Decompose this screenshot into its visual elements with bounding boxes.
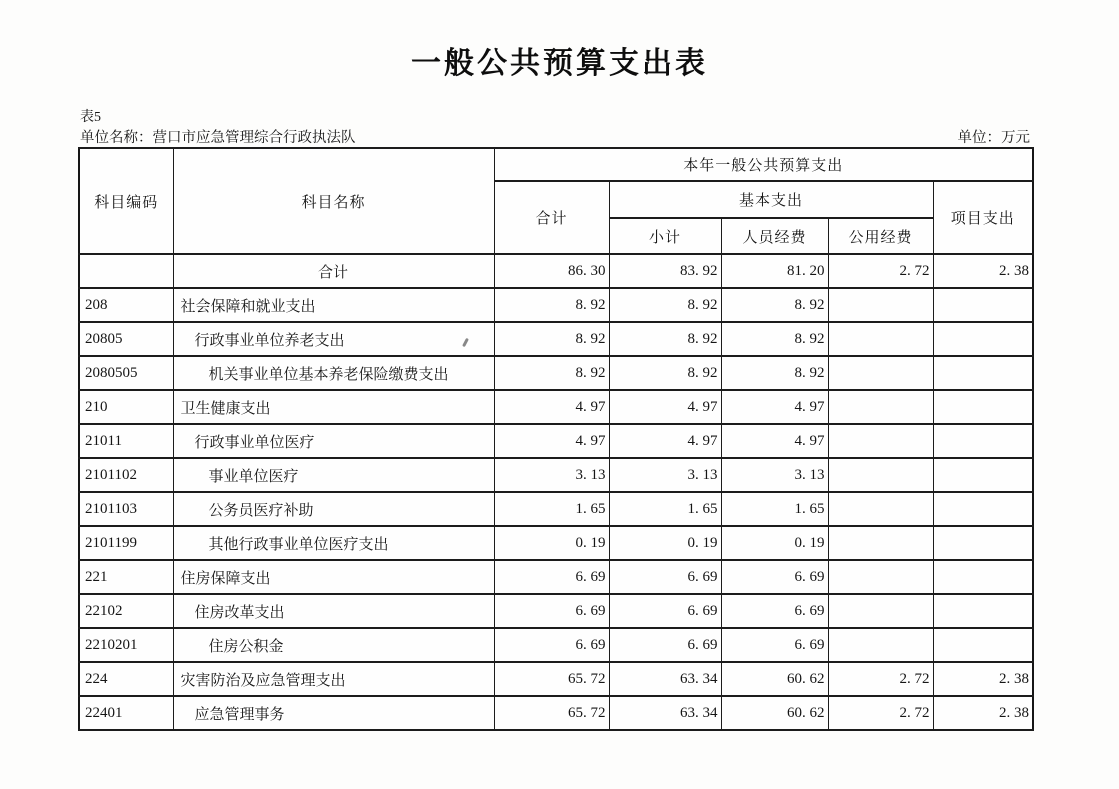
cell-total: 8. 92 xyxy=(494,322,609,356)
table-row xyxy=(79,492,1033,526)
cell-basic-subtotal: 1. 65 xyxy=(609,492,721,526)
table-row xyxy=(79,254,1033,288)
cell-basic-subtotal: 83. 92 xyxy=(609,254,721,288)
table-header xyxy=(79,148,1033,254)
cell-basic-subtotal: 63. 34 xyxy=(609,662,721,696)
cell-basic-subtotal: 63. 34 xyxy=(609,696,721,730)
header-project-expenditure: 项目支出 xyxy=(933,181,1033,254)
cell-subject-code: 2101102 xyxy=(79,458,173,492)
cell-subject-code xyxy=(79,254,173,288)
cell-personnel-funds: 1. 65 xyxy=(721,492,828,526)
header-basic-subtotal: 小计 xyxy=(609,218,721,254)
unit-currency-label: 单位：万元 xyxy=(957,130,1030,146)
cell-public-funds xyxy=(828,322,933,356)
header-total: 合计 xyxy=(494,181,609,254)
cell-project-expenditure xyxy=(933,390,1033,424)
page-title: 一般公共预算支出表 xyxy=(411,47,708,80)
cell-subject-name: 住房保障支出 xyxy=(173,560,494,594)
table-row xyxy=(79,594,1033,628)
cell-total: 65. 72 xyxy=(494,662,609,696)
cell-personnel-funds: 3. 13 xyxy=(721,458,828,492)
cell-personnel-funds: 6. 69 xyxy=(721,628,828,662)
table-row xyxy=(79,662,1033,696)
cell-total: 6. 69 xyxy=(494,560,609,594)
table-row xyxy=(79,696,1033,730)
cell-total: 4. 97 xyxy=(494,390,609,424)
header-subject-code: 科目编码 xyxy=(79,148,173,254)
table-row xyxy=(79,322,1033,356)
cell-public-funds xyxy=(828,288,933,322)
header-personnel-funds: 人员经费 xyxy=(721,218,828,254)
cell-project-expenditure: 2. 38 xyxy=(933,696,1033,730)
table-number-label: 表5 xyxy=(80,110,101,125)
cell-total: 8. 92 xyxy=(494,356,609,390)
cell-project-expenditure xyxy=(933,628,1033,662)
cell-basic-subtotal: 6. 69 xyxy=(609,628,721,662)
cell-subject-name: 住房公积金 xyxy=(173,628,494,662)
cell-basic-subtotal: 4. 97 xyxy=(609,424,721,458)
cell-personnel-funds: 4. 97 xyxy=(721,424,828,458)
cell-public-funds: 2. 72 xyxy=(828,254,933,288)
unit-name-label: 单位名称：营口市应急管理综合行政执法队 xyxy=(80,130,356,146)
cell-subject-code: 2101103 xyxy=(79,492,173,526)
cell-public-funds xyxy=(828,594,933,628)
cell-public-funds xyxy=(828,492,933,526)
cell-subject-code: 2101199 xyxy=(79,526,173,560)
cell-public-funds: 2. 72 xyxy=(828,696,933,730)
cell-project-expenditure xyxy=(933,492,1033,526)
cell-total: 86. 30 xyxy=(494,254,609,288)
cell-basic-subtotal: 8. 92 xyxy=(609,356,721,390)
cell-project-expenditure xyxy=(933,526,1033,560)
cell-subject-name: 应急管理事务 xyxy=(173,696,494,730)
cell-project-expenditure xyxy=(933,356,1033,390)
header-row-1 xyxy=(79,148,1033,181)
cell-project-expenditure xyxy=(933,424,1033,458)
cell-basic-subtotal: 3. 13 xyxy=(609,458,721,492)
cell-total: 65. 72 xyxy=(494,696,609,730)
cell-basic-subtotal: 0. 19 xyxy=(609,526,721,560)
cell-personnel-funds: 60. 62 xyxy=(721,696,828,730)
cell-basic-subtotal: 4. 97 xyxy=(609,390,721,424)
cell-project-expenditure: 2. 38 xyxy=(933,254,1033,288)
cell-public-funds xyxy=(828,458,933,492)
cell-subject-code: 22401 xyxy=(79,696,173,730)
cell-basic-subtotal: 8. 92 xyxy=(609,288,721,322)
cell-project-expenditure xyxy=(933,560,1033,594)
cell-project-expenditure xyxy=(933,288,1033,322)
cell-total: 6. 69 xyxy=(494,594,609,628)
cell-public-funds xyxy=(828,560,933,594)
cell-subject-code: 2210201 xyxy=(79,628,173,662)
cell-personnel-funds: 8. 92 xyxy=(721,322,828,356)
cell-total: 0. 19 xyxy=(494,526,609,560)
cell-personnel-funds: 8. 92 xyxy=(721,356,828,390)
cell-project-expenditure xyxy=(933,594,1033,628)
cell-personnel-funds: 8. 92 xyxy=(721,288,828,322)
cell-project-expenditure xyxy=(933,322,1033,356)
cell-subject-name: 卫生健康支出 xyxy=(173,390,494,424)
cell-project-expenditure: 2. 38 xyxy=(933,662,1033,696)
cell-total: 1. 65 xyxy=(494,492,609,526)
cell-public-funds xyxy=(828,628,933,662)
cell-total: 4. 97 xyxy=(494,424,609,458)
cell-subject-name: 事业单位医疗 xyxy=(173,458,494,492)
cell-project-expenditure xyxy=(933,458,1033,492)
cell-subject-name: 社会保障和就业支出 xyxy=(173,288,494,322)
cell-subject-name: 公务员医疗补助 xyxy=(173,492,494,526)
cell-subject-code: 22102 xyxy=(79,594,173,628)
table-row xyxy=(79,356,1033,390)
header-subject-name: 科目名称 xyxy=(173,148,494,254)
budget-expenditure-table xyxy=(78,147,1034,731)
unit-line xyxy=(80,126,1030,147)
cell-public-funds xyxy=(828,526,933,560)
cell-subject-code: 224 xyxy=(79,662,173,696)
cell-personnel-funds: 0. 19 xyxy=(721,526,828,560)
header-basic-expenditure-group: 基本支出 xyxy=(609,181,933,218)
cell-public-funds xyxy=(828,424,933,458)
cell-subject-name: 机关事业单位基本养老保险缴费支出 xyxy=(173,356,494,390)
cell-subject-code: 20805 xyxy=(79,322,173,356)
cell-personnel-funds: 4. 97 xyxy=(721,390,828,424)
header-public-funds: 公用经费 xyxy=(828,218,933,254)
cell-personnel-funds: 6. 69 xyxy=(721,594,828,628)
cell-subject-code: 208 xyxy=(79,288,173,322)
table-body xyxy=(79,254,1033,730)
cell-public-funds xyxy=(828,356,933,390)
header-current-year-group: 本年一般公共预算支出 xyxy=(494,148,1033,181)
cell-personnel-funds: 81. 20 xyxy=(721,254,828,288)
cell-subject-name: 住房改革支出 xyxy=(173,594,494,628)
cell-total: 6. 69 xyxy=(494,628,609,662)
cell-subject-code: 2080505 xyxy=(79,356,173,390)
table-row xyxy=(79,628,1033,662)
cell-basic-subtotal: 8. 92 xyxy=(609,322,721,356)
cell-personnel-funds: 6. 69 xyxy=(721,560,828,594)
table-row xyxy=(79,288,1033,322)
table-row xyxy=(79,424,1033,458)
cell-subject-name: 其他行政事业单位医疗支出 xyxy=(173,526,494,560)
cell-subject-name: 灾害防治及应急管理支出 xyxy=(173,662,494,696)
cell-public-funds xyxy=(828,390,933,424)
cell-subject-name: 合计 xyxy=(173,254,494,288)
cell-subject-name: 行政事业单位养老支出 xyxy=(173,322,494,356)
table-row xyxy=(79,458,1033,492)
table-row xyxy=(79,526,1033,560)
cell-public-funds: 2. 72 xyxy=(828,662,933,696)
cell-subject-name: 行政事业单位医疗 xyxy=(173,424,494,458)
cell-subject-code: 221 xyxy=(79,560,173,594)
cell-personnel-funds: 60. 62 xyxy=(721,662,828,696)
cell-basic-subtotal: 6. 69 xyxy=(609,560,721,594)
table-row xyxy=(79,390,1033,424)
cell-total: 3. 13 xyxy=(494,458,609,492)
cell-subject-code: 210 xyxy=(79,390,173,424)
cell-total: 8. 92 xyxy=(494,288,609,322)
cell-subject-code: 21011 xyxy=(79,424,173,458)
table-row xyxy=(79,560,1033,594)
cell-basic-subtotal: 6. 69 xyxy=(609,594,721,628)
